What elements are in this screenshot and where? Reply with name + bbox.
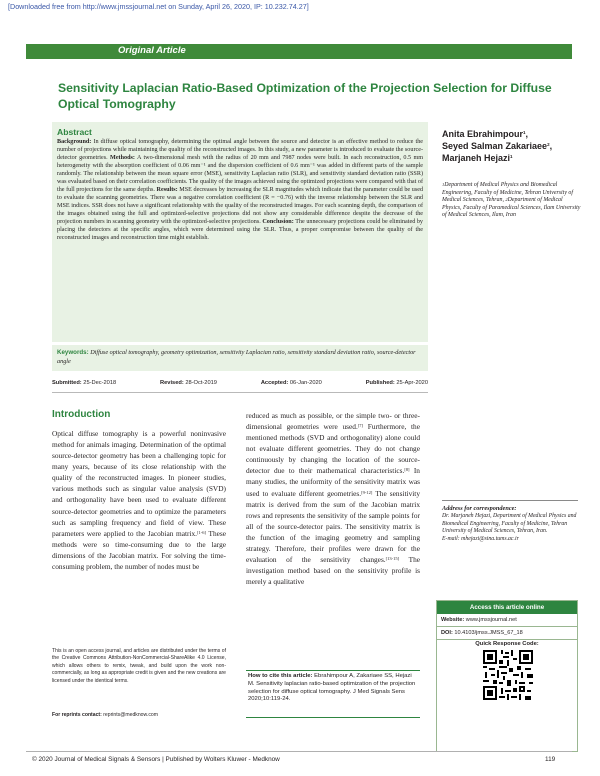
results-label: Results: (154, 187, 178, 194)
keywords (57, 348, 423, 366)
author: Seyed Salman Zakariaee$^2$, (442, 141, 553, 151)
website-row[interactable]: Website: www.jmssjournal.net (437, 614, 577, 627)
footer-journal: © 2020 Journal of Medical Signals & Sensors | Published by Wolters Kluwer - Medknow (32, 756, 280, 763)
conclusion-text: The unnecessary projections could be eliminated by placing the detectors at the specific angles, which were determined using the SLR. Thus, a proper compromise between the quality of the reconstructed images and reconstruction time might establish. (57, 219, 423, 242)
methods-text: A two-dimensional mesh with the radius of 20 mm and 7987 nodes were built. In each reconstruction, 0.5 mm heterogeneity with the absorption coefficient of 0.06 mm⁻¹ and the dispersion coefficient of 0.6 mm⁻¹ was added in different parts of the sample randomly. The relationship between the mean square error (MSE), sensitivity Laplacian ratio (SLR), and sensitivity standard deviation ratio (SSR) was evaluated based on their correlation coefficients. The quality of the images achieved using the optimized projections were compared with that of the full projections for the same depths. (57, 155, 423, 194)
article-dates (52, 380, 428, 386)
methods-label: Methods: (107, 155, 135, 162)
body-column-left: Optical diffuse tomography is a powerful noninvasive method for animals imaging. Determination of the optimal source-detector geometry has been a challenging topic for many years, because of its close relationship with the quality of the reconstructed images. In pioneer studies, various methods such as singular value analysis (SVD) and orthogonality have been used to evaluate different source-detector geometries and to optimize the parameters such as sampling frequency and field of view. These parameters were applied to the Jacobian matrix.[1-6] These methods were so time-consuming due to the large dimensions of the Jacobian matrix. For solving the time-consuming problem, the number of nodes must be (52, 429, 226, 571)
page-number: 119 (545, 756, 556, 763)
citation-ref[interactable]: [13-15] (385, 556, 400, 562)
doi-row[interactable]: DOI: 10.4103/jmss.JMSS_67_18 (437, 627, 577, 640)
divider (52, 392, 428, 393)
reprints-email[interactable]: reprints@medknow.com (101, 712, 158, 718)
citation-ref[interactable]: [7] (357, 423, 364, 429)
article-title: Sensitivity Laplacian Ratio-Based Optimization of the Projection Selection for Diffuse Optical Tomography (58, 81, 552, 111)
conclusion-label: Conclusion: (260, 219, 294, 226)
submitted-date: Submitted: 25-Dec-2018 (52, 380, 117, 386)
footer-divider (26, 751, 572, 752)
results-text: MSE decreases by increasing the SLR magnitudes which indicate that the parameter could be used to evaluate the scanning geometries. There was a negative correlation coefficient (R = −0.76) with the inverse relationship between the SLR and MSE indices. SSR does not have a significant relationship with the quality of the reconstructed images. For each scanning depth, the comparison of the images obtained using the full and optimized-selective projections did not show any considerable difference despite the decrease of the projection numbers in scanning geometry with the optimized-selective projections. (57, 187, 424, 226)
access-heading: Access this article online (437, 601, 577, 614)
divider (442, 500, 578, 501)
citation-ref[interactable]: [1-6] (197, 529, 206, 535)
revised-date: Revised: 28-Oct-2019 (160, 380, 217, 386)
article-type-label: Original Article (118, 45, 186, 56)
correspondence-heading: Address for correspondence: (442, 505, 517, 512)
background-label: Background: (57, 139, 92, 145)
correspondence-email[interactable]: E-mail: mhejazi@sina.tums.ac.ir (442, 535, 519, 542)
citation-ref[interactable]: [9-12] (361, 489, 373, 495)
published-date: Published: 25-Apr-2020 (365, 380, 428, 386)
introduction-heading: Introduction (52, 409, 111, 420)
author: Marjaneh Hejazi$^1$ (442, 153, 513, 163)
citation-ref[interactable]: [8] (404, 467, 410, 473)
accepted-date: Accepted: 06-Jan-2020 (260, 380, 322, 386)
qr-label: Quick Response Code: (475, 641, 539, 647)
background-text: In diffuse optical tomography, determining the optimal angle between the source and detector is an effective method to reduce the number of projections while maintaining the quality of the reconstructed images. In this study, a new parameter is introduced to evaluate the source-detector geometries. (57, 139, 423, 162)
keywords-text: Diffuse optical tomography, geometry optimization, sensitivity Laplacian ratio, sensitivity standard deviation ratio, source-detector angle (57, 349, 416, 365)
article-type-bar (26, 44, 572, 59)
reprints-contact: For reprints contact: reprints@medknow.com (52, 712, 158, 718)
author-list (442, 128, 577, 164)
abstract-body (57, 138, 423, 242)
qr-code-icon[interactable] (483, 650, 533, 700)
keywords-label: Keywords: (57, 349, 89, 356)
how-to-cite: How to cite this article: Ebrahimpour A, Zakariaee SS, Hejazi M. Sensitivity laplacian ratio-based optimization of the projection selection for diffuse optical tomography. J Med Signals Sens 2020;10:119-24. (248, 673, 416, 703)
body-column-right: reduced as much as possible, or the simple two- or three-dimensional geometries were used.[7] Furthermore, the mentioned methods (SVD and orthogonality) alone could not evaluate different geometries. They do not change continuously by changing the location of the source-detector due to their mathematical characteristics.[8] In many studies, the uniformity of the sensitivity matrix was used to evaluate different geometries.[9-12] The sensitivity matrix is derived from the sum of the Jacobian matrix rows and represents the sensitivity of the sample points for all of the source-detector pairs. The sensitivity matrix is the function of the imaging geometry and sampling strategy. Therefore, their profiles were drawn for the evaluation of the sensitivity changes.[13-15] The investigation method based on the sensitivity profile is merely a qualitative (246, 411, 420, 587)
author: Anita Ebrahimpour$^1$, (442, 129, 529, 139)
correspondence-address: Dr. Marjaneh Hejazi, Department of Medical Physics and Biomedical Engineering, Faculty of Medicine, Tehran University of Medical Sciences, Tehran, Iran. E-mail: mhejazi@sina.tums.ac.ir (442, 513, 580, 543)
abstract-heading: Abstract (57, 127, 92, 137)
download-note: [Downloaded free from http://www.jmssjournal.net on Sunday, April 26, 2020, IP: 10.232.74.27] (8, 2, 309, 11)
license-note: This is an open access journal, and articles are distributed under the terms of the Creative Commons Attribution-NonCommercial-ShareAlike 4.0 License, which allows others to remix, tweak, and build upon the work non-commercially, as long as appropriate credit is given and the new creations are licensed under the identical terms. (52, 648, 226, 684)
affiliations: $^1$Department of Medical Physics and Biomedical Engineering, Faculty of Medicine, Tehran University of Medical Sciences, Tehran, $^2$Department of Medical Physics, Faculty of Paramedical Sciences, Ilam University of Medical Sciences, Ilam, Iran (442, 182, 581, 218)
